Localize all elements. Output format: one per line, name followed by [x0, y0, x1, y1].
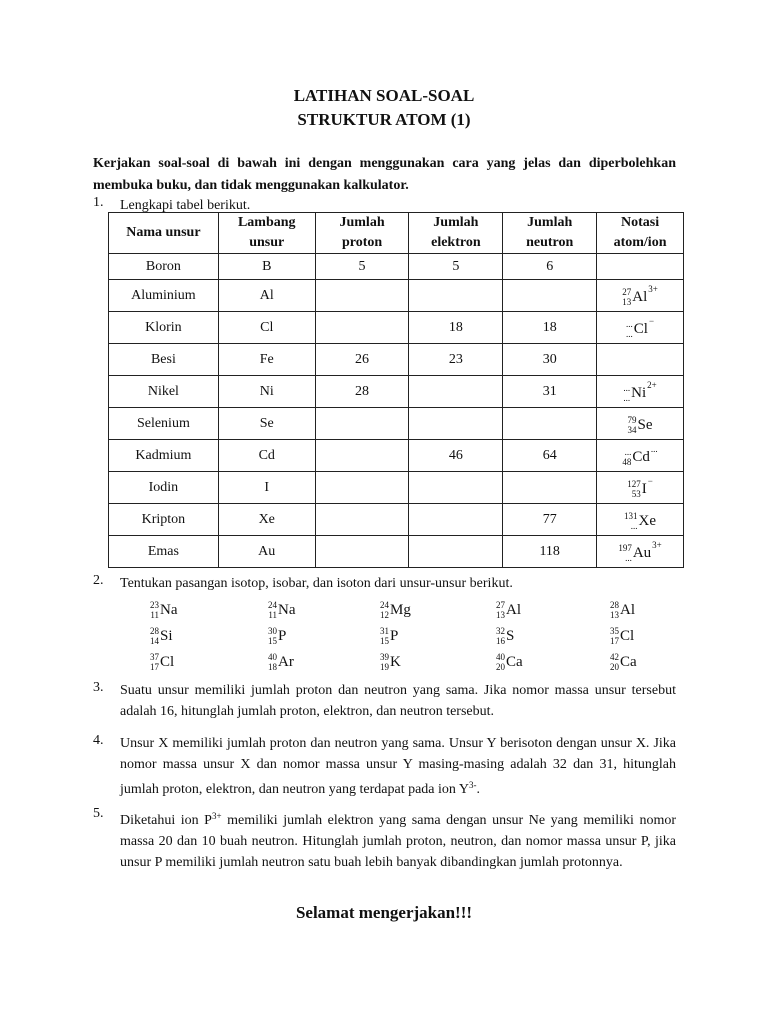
nuclide-numbers: [622, 287, 631, 307]
mass-number: 40: [268, 652, 277, 662]
nuclide-item: [150, 647, 174, 672]
mass-number: ...: [624, 447, 632, 457]
cell-notation: [597, 280, 684, 312]
atomic-number: 13: [610, 610, 619, 620]
question-2-text: Tentukan pasangan isotop, isobar, dan isoton dari unsur-unsur berikut.: [120, 576, 513, 591]
cell-symbol: Ni: [218, 376, 315, 408]
table-row: [109, 344, 684, 376]
element-symbol: K: [390, 653, 401, 670]
question-5-number: 5.: [93, 806, 104, 821]
cell-proton: 28: [315, 376, 409, 408]
cell-name: Selenium: [109, 408, 219, 440]
nuclide-item: [496, 647, 523, 672]
element-symbol: Ca: [620, 653, 637, 670]
cell-name: Kadmium: [109, 440, 219, 472]
cell-neutron: 30: [503, 344, 597, 376]
column-header: [597, 213, 684, 254]
atomic-number: 11: [268, 610, 277, 620]
cell-proton: [315, 440, 409, 472]
question-5-text: [120, 806, 676, 873]
cell-notation: [597, 376, 684, 408]
nuclide-notation: [610, 652, 637, 672]
mass-number: 127: [627, 479, 641, 489]
mass-number: 197: [618, 543, 632, 553]
nuclide-notation: [496, 600, 521, 620]
cell-notation: [597, 408, 684, 440]
element-symbol: Cd: [632, 448, 650, 465]
atomic-number: ...: [623, 393, 631, 403]
mass-number: 40: [496, 652, 505, 662]
nuclide-numbers: [610, 652, 619, 672]
atomic-number: 17: [150, 662, 159, 672]
element-symbol: Na: [278, 601, 296, 618]
element-symbol: P: [278, 627, 287, 644]
atomic-number: 12: [380, 610, 389, 620]
ion-charge: −: [648, 316, 655, 326]
question-1-number: 1.: [93, 195, 104, 210]
nuclide-notation: [622, 444, 658, 467]
nuclide-notation: [268, 600, 296, 620]
atomic-number: 20: [496, 662, 505, 672]
cell-proton: [315, 536, 409, 568]
nuclide-notation: [150, 626, 173, 646]
atomic-number: 13: [622, 297, 632, 307]
cell-elektron: 5: [409, 254, 503, 280]
element-symbol: Se: [637, 416, 653, 433]
table-row: [109, 312, 684, 344]
nuclide-numbers: [268, 626, 277, 646]
nuclide-numbers: [150, 652, 159, 672]
title-line-2: STRUKTUR ATOM (1): [297, 110, 471, 129]
element-symbol: Ni: [631, 384, 647, 401]
cell-neutron: 6: [503, 254, 597, 280]
element-symbol: Al: [632, 288, 648, 305]
nuclide-notation: [610, 600, 635, 620]
nuclide-row: [150, 621, 670, 647]
nuclide-numbers: [380, 626, 389, 646]
nuclide-notation: [150, 652, 174, 672]
cell-elektron: 23: [409, 344, 503, 376]
element-symbol: Cl: [620, 627, 635, 644]
nuclide-numbers: [628, 415, 637, 435]
atomic-number: 17: [610, 636, 619, 646]
nuclide-notation: [623, 380, 657, 403]
question-4-number: 4.: [93, 733, 104, 748]
table-row: [109, 376, 684, 408]
cell-elektron: [409, 472, 503, 504]
element-symbol: P: [390, 627, 399, 644]
nuclide-numbers: [623, 383, 630, 403]
element-symbol: Ar: [278, 653, 294, 670]
cell-notation: [597, 344, 684, 376]
atomic-number: ...: [630, 521, 638, 531]
table-row: [109, 280, 684, 312]
column-header-line: Jumlah: [433, 215, 479, 230]
mass-number: ...: [623, 383, 631, 393]
nuclide-notation: [624, 511, 656, 531]
question-2-number: 2.: [93, 573, 104, 588]
column-header: [503, 213, 597, 254]
atomic-number: 15: [380, 636, 389, 646]
nuclide-numbers: [624, 511, 638, 531]
mass-number: 42: [610, 652, 619, 662]
nuclide-notation: [627, 476, 653, 499]
mass-number: 24: [380, 600, 389, 610]
column-header: [409, 213, 503, 254]
nuclide-item: [610, 647, 637, 672]
element-symbol: Mg: [390, 601, 411, 618]
element-symbol: Na: [160, 601, 178, 618]
column-header: [218, 213, 315, 254]
ion-charge: ...: [650, 444, 658, 454]
mass-number: 27: [496, 600, 505, 610]
nuclide-item: [268, 621, 286, 646]
cell-proton: 5: [315, 254, 409, 280]
question-4-text-body: Unsur X memiliki jumlah proton dan neutron yang sama. Unsur Y berisoton dengan unsur X. Jika nomor massa unsur X dan nomor massa unsur Y masing-masing adalah 32 dan 31, hitunglah jumlah proton, elektron, dan neutron yang terdapat pada ion Y: [120, 736, 676, 797]
nuclide-item: [496, 621, 514, 646]
cell-symbol: Cd: [218, 440, 315, 472]
element-symbol: Cl: [633, 320, 648, 337]
cell-notation: [597, 536, 684, 568]
nuclide-item: [610, 621, 634, 646]
column-header-line: proton: [341, 235, 383, 250]
element-symbol: Cl: [160, 653, 175, 670]
cell-proton: [315, 472, 409, 504]
cell-name: Iodin: [109, 472, 219, 504]
cell-symbol: B: [218, 254, 315, 280]
atomic-number: 53: [631, 489, 641, 499]
table-row: [109, 440, 684, 472]
cell-symbol: Xe: [218, 504, 315, 536]
column-header-line: Notasi: [620, 215, 660, 230]
nuclide-notation: [150, 600, 178, 620]
cell-name: Emas: [109, 536, 219, 568]
question-4-text-end: .: [476, 782, 480, 797]
mass-number: 131: [624, 511, 638, 521]
nuclide-notation: [610, 626, 634, 646]
nuclide-item: [268, 647, 294, 672]
nuclide-notation: [380, 600, 411, 620]
ion-charge: 3-: [469, 780, 477, 790]
nuclide-item: [268, 595, 296, 620]
cell-symbol: Se: [218, 408, 315, 440]
ion-charge: 3+: [648, 284, 658, 294]
column-header-line: unsur: [249, 235, 285, 250]
atomic-number: 18: [268, 662, 277, 672]
atomic-number: 20: [610, 662, 619, 672]
atomic-number: 14: [150, 636, 159, 646]
mass-number: 32: [496, 626, 505, 636]
nuclide-notation: [496, 626, 514, 646]
column-header-line: Jumlah: [339, 215, 385, 230]
table-body: [109, 254, 684, 568]
cell-neutron: 64: [503, 440, 597, 472]
atomic-number: 11: [150, 610, 159, 620]
nuclide-numbers: [610, 626, 619, 646]
column-header: [109, 213, 219, 254]
mass-number: 35: [610, 626, 619, 636]
nuclide-row: [150, 647, 670, 673]
nuclide-grid: [150, 595, 670, 673]
mass-number: ...: [626, 319, 633, 329]
mass-number: 28: [150, 626, 159, 636]
mass-number: 31: [380, 626, 389, 636]
nuclide-numbers: [610, 600, 619, 620]
cell-symbol: Al: [218, 280, 315, 312]
instructions: Kerjakan soal-soal di bawah ini dengan menggunakan cara yang jelas dan diperbolehkan membuka buku, dan tidak menggunakan kalkulator.: [93, 156, 676, 193]
cell-name: Aluminium: [109, 280, 219, 312]
cell-neutron: 31: [503, 376, 597, 408]
atomic-number: 34: [627, 425, 637, 435]
cell-symbol: I: [218, 472, 315, 504]
mass-number: 39: [380, 652, 389, 662]
cell-name: Besi: [109, 344, 219, 376]
cell-proton: [315, 312, 409, 344]
cell-symbol: Cl: [218, 312, 315, 344]
cell-notation: [597, 312, 684, 344]
table-row: [109, 408, 684, 440]
question-5-text-body: memiliki jumlah elektron yang sama dengan unsur Ne yang memiliki nomor massa 20 dan 10 buah neutron. Hitunglah jumlah proton, neutron, dan nomor massa unsur P, jika unsur P memiliki jumlah neutron satu buah lebih banyak dibandingkan jumlah protonnya.: [120, 813, 677, 870]
element-symbol: Au: [632, 544, 652, 561]
element-symbol: Al: [620, 601, 635, 618]
cell-proton: 26: [315, 344, 409, 376]
cell-neutron: [503, 472, 597, 504]
cell-notation: [597, 254, 684, 280]
nuclide-numbers: [496, 626, 505, 646]
atomic-number: 48: [622, 457, 632, 467]
nuclide-numbers: [268, 600, 277, 620]
question-1-text: Lengkapi tabel berikut.: [120, 198, 251, 213]
mass-number: 28: [610, 600, 619, 610]
atomic-number: 19: [380, 662, 389, 672]
nuclide-item: [496, 595, 521, 620]
cell-proton: [315, 280, 409, 312]
mass-number: 37: [150, 652, 159, 662]
cell-elektron: [409, 408, 503, 440]
element-symbol: Ca: [506, 653, 523, 670]
ion-charge: 3+: [652, 540, 662, 550]
mass-number: 23: [150, 600, 159, 610]
nuclide-item: [150, 621, 173, 646]
cell-name: Kripton: [109, 504, 219, 536]
cell-neutron: 77: [503, 504, 597, 536]
element-symbol: Xe: [638, 512, 657, 529]
nuclide-numbers: [150, 626, 159, 646]
ion-charge: −: [647, 476, 653, 486]
element-symbol: Al: [506, 601, 521, 618]
column-header-line: Jumlah: [527, 215, 573, 230]
nuclide-item: [380, 647, 401, 672]
column-header: [315, 213, 409, 254]
nuclide-numbers: [380, 652, 389, 672]
nuclide-item: [380, 621, 398, 646]
question-3-text: Suatu unsur memiliki jumlah proton dan neutron yang sama. Jika nomor massa unsur tersebut adalah 16, hitunglah jumlah proton, elektron, dan neutron tersebut.: [120, 683, 676, 719]
atom-table: [108, 212, 684, 568]
element-symbol: S: [506, 627, 515, 644]
atomic-number: ...: [625, 553, 632, 563]
table-row: [109, 254, 684, 280]
cell-elektron: 18: [409, 312, 503, 344]
column-header-line: neutron: [526, 235, 574, 250]
element-symbol: I: [641, 480, 647, 497]
table-row: [109, 536, 684, 568]
question-3-number: 3.: [93, 680, 104, 695]
nuclide-item: [610, 595, 635, 620]
ion-charge: 2+: [647, 380, 657, 390]
cell-name: Klorin: [109, 312, 219, 344]
nuclide-numbers: [268, 652, 277, 672]
nuclide-numbers: [380, 600, 389, 620]
cell-name: Nikel: [109, 376, 219, 408]
atomic-number: 13: [496, 610, 505, 620]
cell-elektron: [409, 536, 503, 568]
nuclide-numbers: [618, 543, 632, 563]
table-row: [109, 472, 684, 504]
cell-elektron: 46: [409, 440, 503, 472]
column-header-line: Lambang: [237, 215, 296, 230]
nuclide-notation: [622, 284, 658, 307]
atomic-number: 15: [268, 636, 277, 646]
nuclide-numbers: [627, 479, 641, 499]
question-4-text: [120, 733, 676, 800]
nuclide-numbers: [496, 600, 505, 620]
cell-neutron: [503, 280, 597, 312]
cell-elektron: [409, 280, 503, 312]
cell-neutron: [503, 408, 597, 440]
cell-elektron: [409, 376, 503, 408]
cell-notation: [597, 504, 684, 536]
atomic-number: 16: [496, 636, 505, 646]
table-header-row: [109, 213, 684, 254]
nuclide-numbers: [150, 600, 159, 620]
atomic-number: ...: [626, 329, 633, 339]
cell-proton: [315, 408, 409, 440]
cell-name: Boron: [109, 254, 219, 280]
cell-notation: [597, 472, 684, 504]
nuclide-notation: [626, 316, 655, 339]
table-row: [109, 504, 684, 536]
cell-neutron: 118: [503, 536, 597, 568]
element-symbol: Si: [160, 627, 173, 644]
nuclide-notation: [628, 415, 653, 435]
title-line-1: LATIHAN SOAL-SOAL: [293, 86, 475, 105]
column-header-line: Nama unsur: [126, 225, 201, 240]
mass-number: 24: [268, 600, 277, 610]
mass-number: 30: [268, 626, 277, 636]
nuclide-numbers: [496, 652, 505, 672]
cell-notation: [597, 440, 684, 472]
column-header-line: atom/ion: [613, 235, 667, 250]
ion-charge: 3+: [211, 811, 222, 821]
nuclide-notation: [380, 626, 398, 646]
nuclide-notation: [496, 652, 523, 672]
nuclide-notation: [380, 652, 401, 672]
cell-proton: [315, 504, 409, 536]
nuclide-numbers: [622, 447, 631, 467]
cell-symbol: Au: [218, 536, 315, 568]
nuclide-notation: [268, 652, 294, 672]
mass-number: 27: [622, 287, 632, 297]
nuclide-numbers: [626, 319, 633, 339]
nuclide-notation: [268, 626, 286, 646]
cell-neutron: 18: [503, 312, 597, 344]
mass-number: 79: [627, 415, 637, 425]
closing-message: Selamat mengerjakan!!!: [295, 903, 473, 922]
nuclide-row: [150, 595, 670, 621]
cell-elektron: [409, 504, 503, 536]
column-header-line: elektron: [431, 235, 481, 250]
nuclide-item: [150, 595, 178, 620]
question-5-text-start: Diketahui ion P: [120, 813, 212, 828]
nuclide-item: [380, 595, 411, 620]
nuclide-notation: [618, 540, 662, 563]
cell-symbol: Fe: [218, 344, 315, 376]
